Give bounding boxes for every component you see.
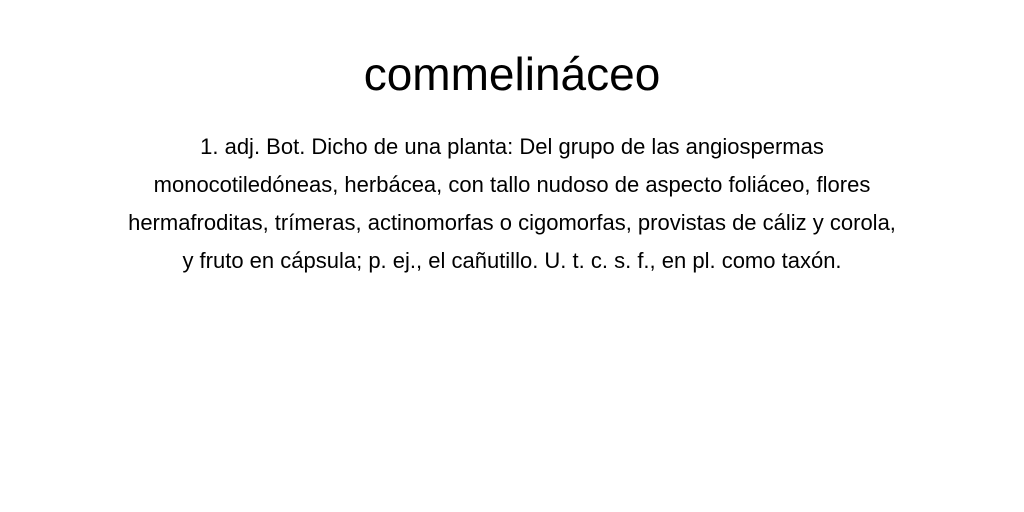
definition-line: 1. adj. Bot. Dicho de una planta: Del grupo de las angiospermas bbox=[200, 134, 824, 159]
definition-line: hermafroditas, trímeras, actinomorfas o cigomorfas, provistas de cáliz y corola, bbox=[128, 210, 896, 235]
headword: commelináceo bbox=[363, 48, 661, 100]
definition bbox=[52, 128, 972, 280]
definition-line: y fruto en cápsula; p. ej., el cañutillo. U. t. c. s. f., en pl. como taxón. bbox=[182, 248, 842, 273]
definition-line: monocotiledóneas, herbácea, con tallo nudoso de aspecto foliáceo, flores bbox=[153, 172, 871, 197]
